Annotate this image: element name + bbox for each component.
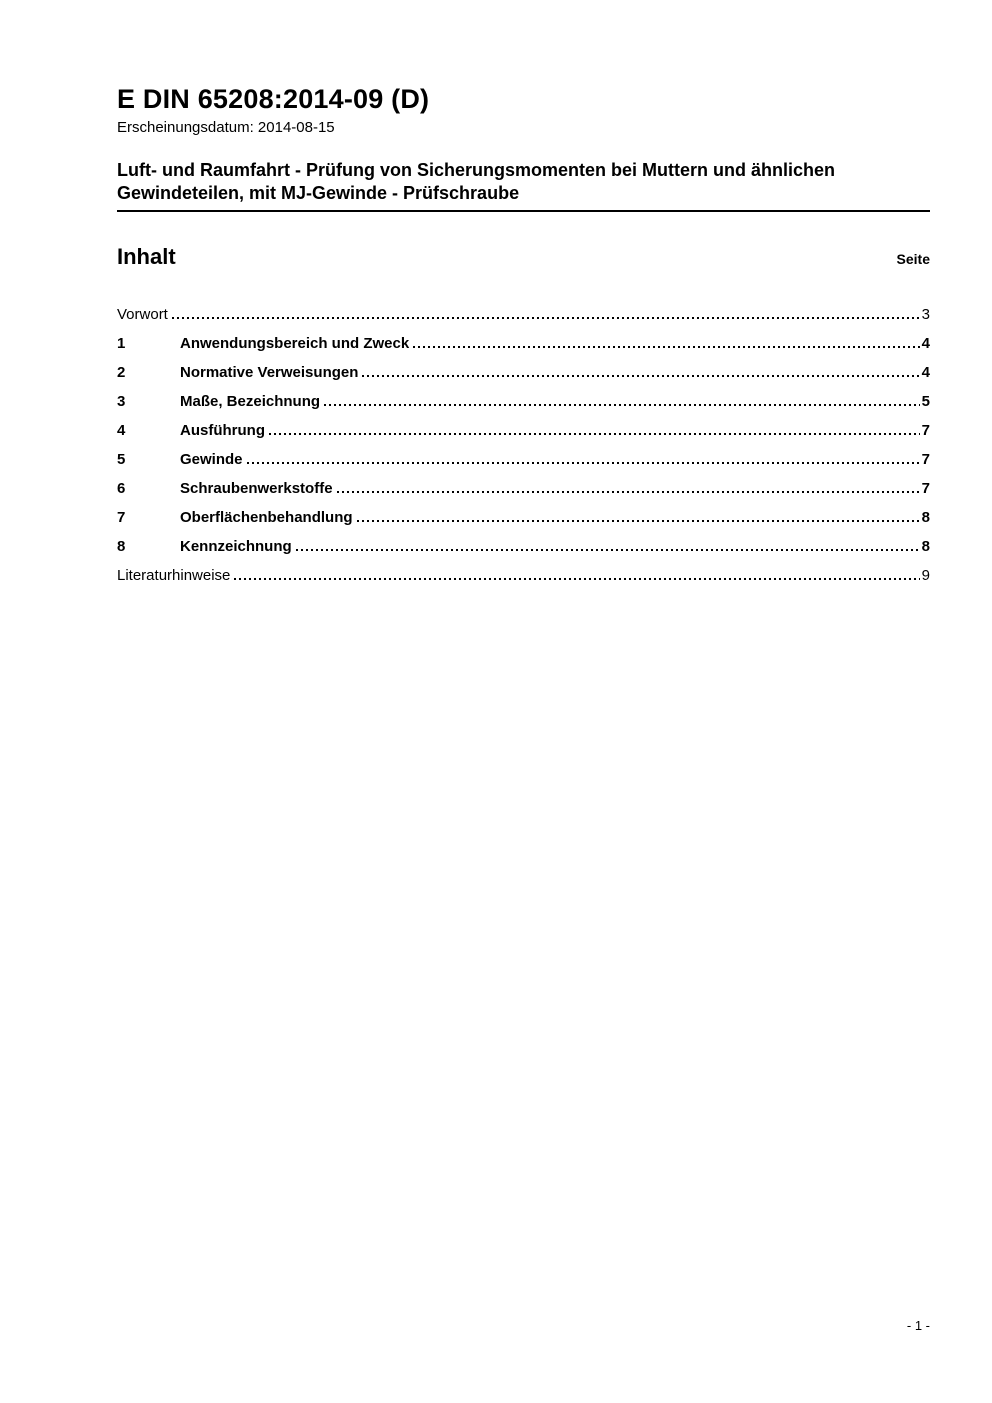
toc-entry-number: 6 xyxy=(117,480,126,497)
toc-entry-page: 4 xyxy=(921,364,930,381)
toc-entry[interactable] xyxy=(117,503,930,532)
toc-leader-dots xyxy=(234,578,919,580)
toc-entry-label: Literaturhinweise xyxy=(117,567,231,584)
toc-leader-dots xyxy=(413,346,919,348)
toc-entry-number: 7 xyxy=(117,509,126,526)
toc-entry-number: 8 xyxy=(117,538,126,555)
toc-entry[interactable] xyxy=(117,532,930,561)
toc-entry-label: Maße, Bezeichnung xyxy=(180,393,321,410)
toc-entry[interactable] xyxy=(117,329,930,358)
toc-entry[interactable] xyxy=(117,358,930,387)
toc-entry-label: Gewinde xyxy=(180,451,243,468)
page-number-footer: - 1 - xyxy=(906,1318,930,1333)
toc-entry-page: 7 xyxy=(921,422,930,439)
toc-header-row xyxy=(117,243,930,270)
toc-entry-page: 8 xyxy=(921,509,930,526)
doc-number: E DIN 65208:2014-09 (D) xyxy=(117,84,430,114)
table-of-contents xyxy=(117,243,930,590)
toc-entry-label: Anwendungsbereich und Zweck xyxy=(180,335,410,352)
toc-entry-page: 8 xyxy=(921,538,930,555)
toc-heading: Inhalt xyxy=(117,244,176,269)
doc-title: Luft- und Raumfahrt - Prüfung von Sicherungsmomenten bei Muttern und ähnlichen Gewindeteilen, mit MJ-Gewinde - Prüfschraube xyxy=(117,159,930,212)
toc-entry-number: 4 xyxy=(117,422,126,439)
toc-entry-number: 5 xyxy=(117,451,126,468)
toc-entry-page: 7 xyxy=(921,480,930,497)
toc-entry-label: Oberflächenbehandlung xyxy=(180,509,353,526)
toc-entry-page: 4 xyxy=(921,335,930,352)
toc-leader-dots xyxy=(172,317,920,319)
toc-entry-page: 3 xyxy=(921,306,930,323)
toc-entry-page: 9 xyxy=(921,567,930,584)
toc-leader-dots xyxy=(269,433,920,435)
toc-leader-dots xyxy=(296,549,920,551)
toc-entry[interactable] xyxy=(117,387,930,416)
toc-leader-dots xyxy=(362,375,919,377)
toc-entry[interactable] xyxy=(117,416,930,445)
toc-entry[interactable] xyxy=(117,561,930,590)
toc-leader-dots xyxy=(337,491,920,493)
toc-entry-label: Kennzeichnung xyxy=(180,538,292,555)
toc-entry-page: 7 xyxy=(921,451,930,468)
toc-entry[interactable] xyxy=(117,445,930,474)
toc-entry-page: 5 xyxy=(921,393,930,410)
publication-date: Erscheinungsdatum: 2014-08-15 xyxy=(117,119,335,136)
toc-entry-label: Vorwort xyxy=(117,306,168,323)
toc-entry-number: 3 xyxy=(117,393,126,410)
toc-leader-dots xyxy=(357,520,920,522)
toc-page-column-label: Seite xyxy=(896,251,930,267)
toc-entry-label: Ausführung xyxy=(180,422,265,439)
toc-entry-label: Schraubenwerkstoffe xyxy=(180,480,333,497)
toc-entry-label: Normative Verweisungen xyxy=(180,364,359,381)
toc-leader-dots xyxy=(247,462,920,464)
toc-entry-number: 2 xyxy=(117,364,126,381)
toc-entry[interactable] xyxy=(117,474,930,503)
toc-leader-dots xyxy=(324,404,920,406)
toc-entry-number: 1 xyxy=(117,335,126,352)
toc-list xyxy=(117,300,930,590)
toc-entry[interactable] xyxy=(117,300,930,329)
document-header xyxy=(117,84,930,212)
